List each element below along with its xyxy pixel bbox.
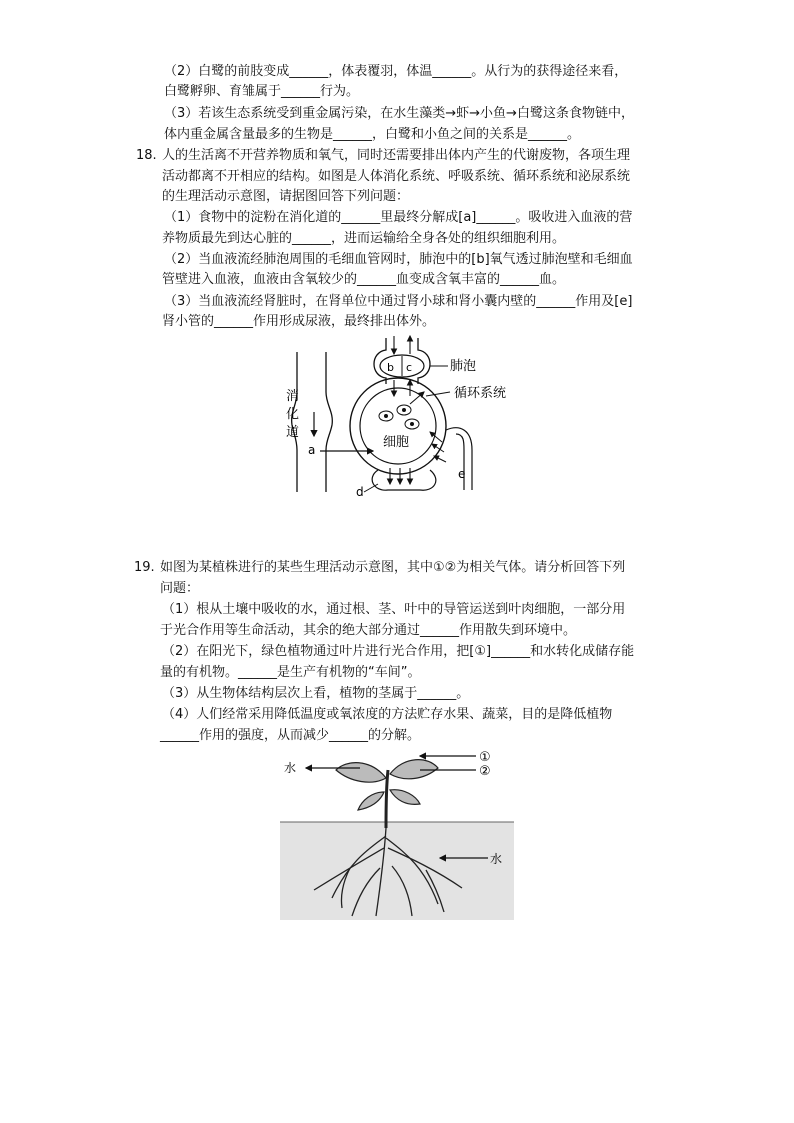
circulatory-ring-inner <box>360 388 436 464</box>
d-leader <box>364 484 378 492</box>
reabsorb-arrow-1 <box>430 432 442 442</box>
digestive-tract <box>292 352 333 492</box>
human-systems-diagram <box>270 330 530 505</box>
q19-sub3-line-1: （3）从生物体结构层次上看，植物的茎属于______。 <box>162 686 470 701</box>
digestive-tract-char-2: 化 <box>286 407 300 422</box>
circulatory-leader <box>426 392 450 396</box>
label-e: e <box>458 467 466 481</box>
q19-number: 19. <box>134 560 155 575</box>
cell-label: 细胞 <box>383 435 410 450</box>
reabsorb-arrow-3 <box>434 456 446 462</box>
q19-sub1-line-1: （1）根从土壤中吸收的水，通过根、茎、叶中的导管运送到叶肉细胞，一部分用 <box>162 602 626 617</box>
q17-line-2: 白鹭孵卵、育雏属于______行为。 <box>164 84 360 99</box>
q19-sub2-line-1: （2）在阳光下，绿色植物通过叶片进行光合作用，把[①]______和水转化成储存能 <box>162 644 635 659</box>
q18-sub2-line-2: 管壁进入血液，血液由含氧较少的______血变成含氧丰富的______血。 <box>162 272 566 287</box>
digestive-tract-char-3: 道 <box>286 425 300 440</box>
q18-sub1-line-1: （1）食物中的淀粉在消化道的______里最终分解成[a]______。吸收进入血液的营 <box>164 210 633 225</box>
alveolus-label: 肺泡 <box>450 359 477 374</box>
label-c: c <box>406 361 413 374</box>
q19-sub4-line-2: ______作用的强度，从而减少______的分解。 <box>160 728 421 743</box>
q18-stem-line-3: 的生理活动示意图，请据图回答下列问题： <box>162 189 410 204</box>
circulatory-label: 循环系统 <box>454 386 507 401</box>
water-left-label: 水 <box>284 761 297 775</box>
digestive-tract-char-1: 消 <box>286 389 300 404</box>
q18-number: 18. <box>136 148 157 163</box>
q18-sub3-line-2: 肾小管的______作用形成尿液，最终排出体外。 <box>162 314 436 329</box>
q18-sub3-line-1: （3）当血液流经肾脏时，在肾单位中通过肾小球和肾小囊内壁的______作用及[e] <box>164 294 633 309</box>
label-d: d <box>356 485 364 499</box>
q17-line-1: （2）白鹭的前肢变成______，体表覆羽，体温______。从行为的获得途径来看， <box>164 64 628 79</box>
circulatory-ring-outer <box>350 378 446 474</box>
q17-line-4: 体内重金属含量最多的生物是______，白鹭和小鱼之间的关系是______。 <box>164 127 581 142</box>
label-2: ② <box>479 764 491 779</box>
soil <box>280 822 514 920</box>
label-1: ① <box>479 750 491 765</box>
water-right-label: 水 <box>490 852 503 866</box>
plant-diagram <box>280 748 514 920</box>
q18-sub1-line-2: 养物质最先到达心脏的______，进而运输给全身各处的组织细胞利用。 <box>162 231 566 246</box>
q18-stem-line-1: 人的生活离不开营养物质和氧气，同时还需要排出体内产生的代谢废物，各项生理 <box>162 148 631 163</box>
circulation-arrow <box>410 392 424 404</box>
q19-stem-line-1: 如图为某植株进行的某些生理活动示意图，其中①②为相关气体。请分析回答下列 <box>160 560 626 575</box>
q19-stem-line-2: 问题： <box>160 581 200 596</box>
label-a: a <box>308 443 316 457</box>
q19-sub4-line-1: （4）人们经常采用降低温度或氧浓度的方法贮存水果、蔬菜，目的是降低植物 <box>162 707 613 722</box>
q18-stem-line-2: 活动都离不开相应的结构。如图是人体消化系统、呼吸系统、循环系统和泌尿系统 <box>162 169 631 184</box>
q19-sub1-line-2: 于光合作用等生命活动，其余的绝大部分通过______作用散失到环境中。 <box>160 623 577 638</box>
plant-stem <box>386 770 388 828</box>
label-b: b <box>387 361 394 374</box>
blood-cells <box>379 405 419 429</box>
q19-sub2-line-2: 量的有机物。______是生产有机物的“车间”。 <box>160 665 421 680</box>
q17-line-3: （3）若该生态系统受到重金属污染，在水生藻类→虾→小鱼→白鹭这条食物链中， <box>164 106 634 121</box>
q18-sub2-line-1: （2）当血液流经肺泡周围的毛细血管网时，肺泡中的[b]氧气透过肺泡壁和毛细血 <box>164 252 633 267</box>
